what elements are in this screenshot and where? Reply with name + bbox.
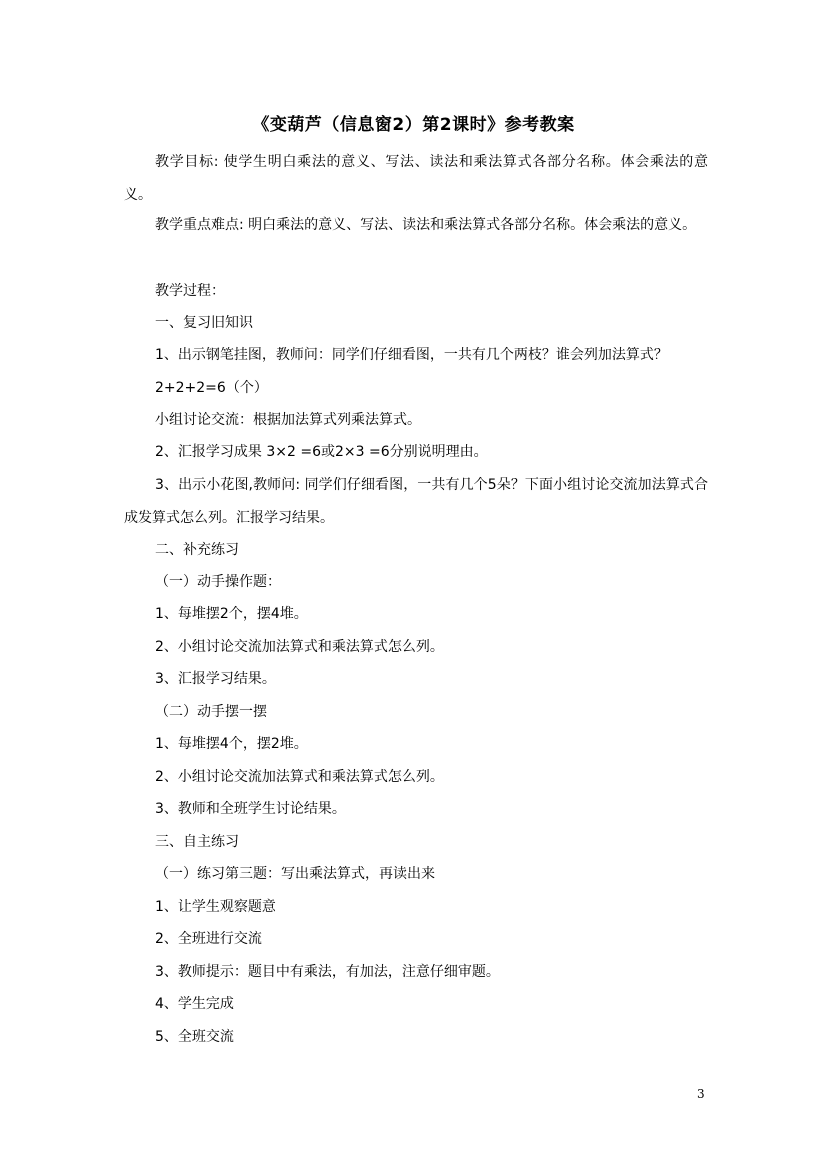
list-item: 4、学生完成 bbox=[155, 996, 234, 1012]
section-2-sub-2-heading: （二）动手摆一摆 bbox=[155, 704, 267, 720]
addition-formula: 2+2+2=6（个） bbox=[155, 380, 268, 396]
page-number: 3 bbox=[697, 1087, 705, 1101]
group-discussion: 小组讨论交流：根据加法算式列乘法算式。 bbox=[155, 412, 421, 428]
list-item: 1、让学生观察题意 bbox=[155, 899, 276, 915]
list-item: 2、小组讨论交流加法算式和乘法算式怎么列。 bbox=[155, 639, 444, 655]
list-item: 3、汇报学习结果。 bbox=[155, 671, 276, 687]
section-1-item-1: 1、出示钢笔挂图，教师问：同学们仔细看图，一共有几个两枝？谁会列加法算式？ bbox=[155, 347, 668, 363]
section-1-item-3: 3、出示小花图,教师问: 同学们仔细看图，一共有几个5朵？下面小组讨论交流加法算式合成发算式怎么列。汇报学习结果。 bbox=[124, 477, 708, 526]
section-2-heading: 二、补充练习 bbox=[155, 542, 239, 558]
section-3-heading: 三、自主练习 bbox=[155, 834, 239, 850]
list-item: 5、全班交流 bbox=[155, 1029, 234, 1045]
list-item: 3、教师和全班学生讨论结果。 bbox=[155, 801, 346, 817]
process-heading: 教学过程： bbox=[155, 283, 225, 299]
list-item: 2、小组讨论交流加法算式和乘法算式怎么列。 bbox=[155, 769, 444, 785]
section-1-item-2: 2、汇报学习成果 3×2 =6或2×3 =6分别说明理由。 bbox=[155, 444, 488, 460]
key-points: 教学重点难点: 明白乘法的意义、写法、读法和乘法算式各部分名称。体会乘法的意义。 bbox=[155, 217, 697, 233]
list-item: 1、每堆摆2个，摆4堆。 bbox=[155, 606, 308, 622]
section-1-heading: 一、复习旧知识 bbox=[155, 315, 253, 331]
list-item: 2、全班进行交流 bbox=[155, 931, 262, 947]
list-item: 3、教师提示：题目中有乘法，有加法，注意仔细审题。 bbox=[155, 964, 500, 980]
teaching-objective: 教学目标: 使学生明白乘法的意义、写法、读法和乘法算式各部分名称。体会乘法的意义。 bbox=[124, 154, 708, 203]
list-item: 1、每堆摆4个，摆2堆。 bbox=[155, 736, 308, 752]
section-2-sub-1-heading: （一）动手操作题： bbox=[155, 574, 281, 590]
document-title: 《变葫芦（信息窗2）第2课时》参考教案 bbox=[252, 115, 575, 135]
section-3-sub-1-heading: （一）练习第三题：写出乘法算式，再读出来 bbox=[155, 866, 435, 882]
